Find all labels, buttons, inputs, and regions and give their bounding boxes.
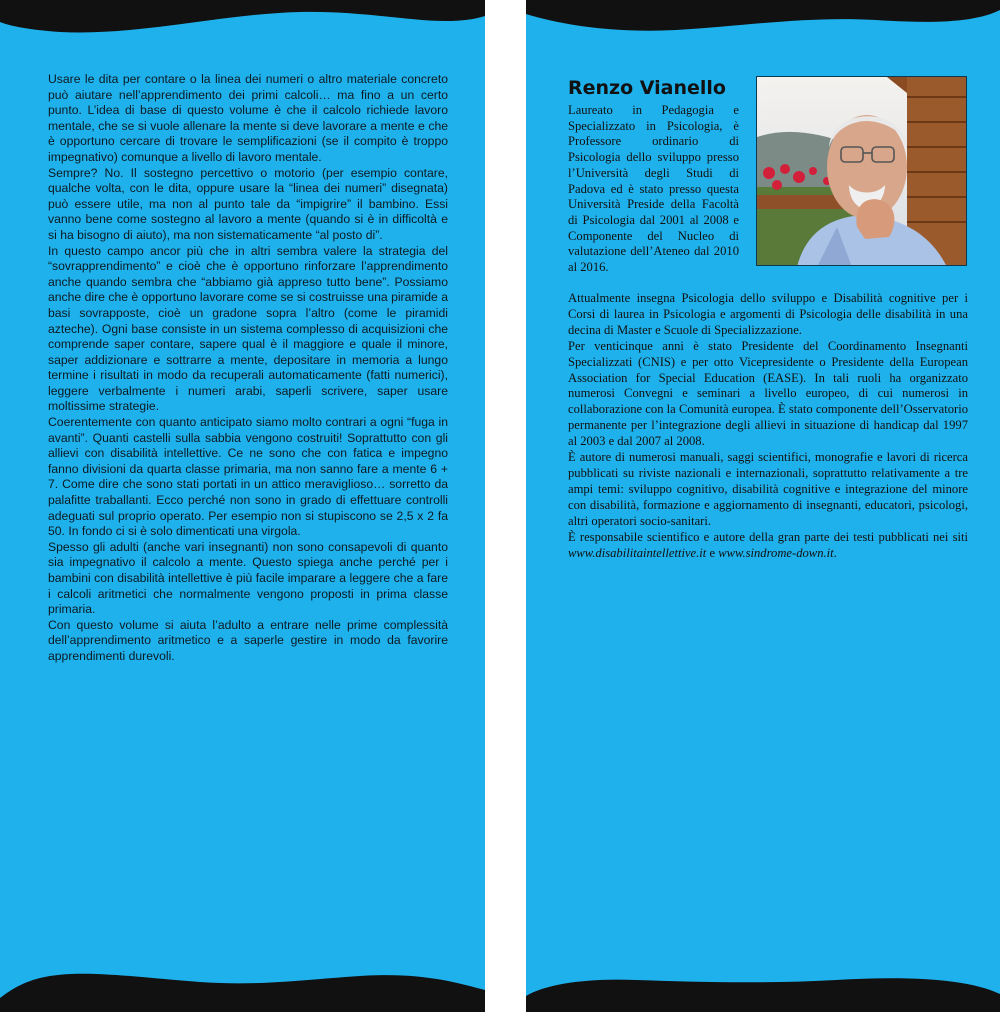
- end-punctuation: .: [833, 545, 837, 560]
- bio-paragraph: Attualmente insegna Psicologia dello sviluppo e Disabilità cognitive per i Corsi di laurea in Psicologia e argomenti di Psicologia delle disabilità in una decina di Master e Scuole di Specializzazione.: [568, 291, 968, 337]
- back-cover-text: [48, 72, 448, 665]
- bio-paragraph: È autore di numerosi manuali, saggi scientifici, monografie e lavori di ricerca pubblicati su riviste nazionali e internazionali, soprattutto relativamente a tre ampi temi: sviluppo cognitivo, disabilità cognitive e integrazione del minore con disabilità, formazione e aggiornamento di insegnanti, educatori, psicologi, altri operatori socio-sanitari.: [568, 450, 968, 528]
- bottom-wave-decoration: [526, 972, 1000, 1012]
- top-wave-decoration: [526, 0, 1000, 40]
- author-bio: [568, 291, 968, 561]
- top-wave-decoration: [0, 0, 485, 40]
- author-bio-intro: Laureato in Pedagogia e Specializzato in Psicologia, è Professore ordinario di Psicologia dello sviluppo presso l’Università degli Studi di Padova ed è stato presso questa Università Preside della Facoltà di Psicologia dal 2001 al 2008 e Componente del Nucleo di valutazione dell’Ateneo dal 2010 al 2016.: [568, 103, 739, 275]
- website-link: www.disabilitaintellettive.it: [568, 545, 707, 560]
- bio-paragraph: Per venticinque anni è stato Presidente del Coordinamento Insegnanti Specializzati (CNIS) e per otto Vicepresidente o Presidente della European Association for Special Education (EASE). In tali ruoli ha organizzato numerosi Convegni e seminari a livello europeo, di cui numerosi in collaborazione con la Comunità europea. È stato componente dell’Osservatorio permanente per l’integrazione degli allievi in situazione di handicap dal 1997 al 2003 e dal 2007 al 2008.: [568, 338, 968, 449]
- author-name: Renzo Vianello: [568, 77, 726, 99]
- paragraph: Con questo volume si aiuta l’adulto a entrare nelle prime complessità dell’apprendimento aritmetico e a saperle gestire in modo da favorire apprendimenti durevoli.: [48, 617, 448, 663]
- paragraph: Sempre? No. Il sostegno percettivo o motorio (per esempio contare, qualche volta, con le dita, oppure usare la “linea dei numeri” disegnata) può essere utile, ma non al punto tale da “impigrire” il bambino. Essi vanno bene come sostegno al lavoro a mente (quando si è in difficoltà e si ha bisogno di aiuto), ma non sistematicamente “al posto di”.: [48, 165, 448, 242]
- bottom-wave-decoration: [0, 952, 485, 1012]
- bio-paragraph-sites: [568, 530, 968, 562]
- bio-sites-text: È responsabile scientifico e autore della gran parte dei testi pubblicati nei siti: [568, 529, 968, 544]
- conjunction-text: e: [706, 545, 719, 560]
- paragraph: Usare le dita per contare o la linea dei numeri o altro materiale concreto può aiutare nell’apprendimento dei primi calcoli… ma fino a un certo punto. L’idea di base di questo volume è che il calcolo richiede lavoro mentale, che se si vuole allenare la mente si deve lavorare a mente e che è opportuno cercare di trovare le semplificazioni (se il compito è troppo impegnativo) comunque a livello di lavoro mentale.: [48, 72, 448, 164]
- right-flap-panel: [526, 0, 1000, 1012]
- author-photo: [756, 76, 967, 266]
- paragraph: In questo campo ancor più che in altri sembra valere la strategia del “sovrapprendimento” e cioè che è opportuno rinforzare l’apprendimento anche quando sembra che “abbiamo già appreso tutto bene”. Possiamo anche dire che è opportuno lavorare come se si costruisse una piramide a basi sovrapposte, cioè un gradone sopra l’altro (come le piramidi azteche). Ogni base consiste in un sistema complesso di acquisizioni che comprende saper contare, sapere qual è il maggiore e quale il minore, saper addizionare e sottrarre a mente, depositare in memoria a lungo termine i risultati in modo da recuperali automaticamente (fatti numerici), leggere verbalmente i numeri arabi, saperli scrivere, saper usare moltissime strategie.: [48, 243, 448, 414]
- paragraph: Spesso gli adulti (anche vari insegnanti) non sono consapevoli di quanto sia impegnativo il calcolo a mente. Questo spiega anche perché per i bambini con disabilità intellettive è più facile imparare a leggere che a fare i calcoli aritmetici che normalmente vengono proposti in prima classe primaria.: [48, 539, 448, 617]
- website-link: www.sindrome-down.it: [718, 545, 834, 560]
- paragraph: Coerentemente con quanto anticipato siamo molto contrari a ogni “fuga in avanti”. Quanti castelli sulla sabbia vengono costruiti! Soprattutto con gli allievi con disabilità intellettive. Ce ne sono che con fatica e impegno fanno divisioni da quarta classe primaria, ma non sanno fare a mente 6 + 7. Come dire che sono stati portati in un attico meraviglioso… sorretto da palafitte traballanti. Ecco perché non sono in grado di effettuare controlli adeguati sul proprio operato. Per esempio non si stupiscono se 2,5 x 2 fa 50. In fondo ci si è solo dimenticati una virgola.: [48, 415, 448, 539]
- left-cover-panel: [0, 0, 485, 1012]
